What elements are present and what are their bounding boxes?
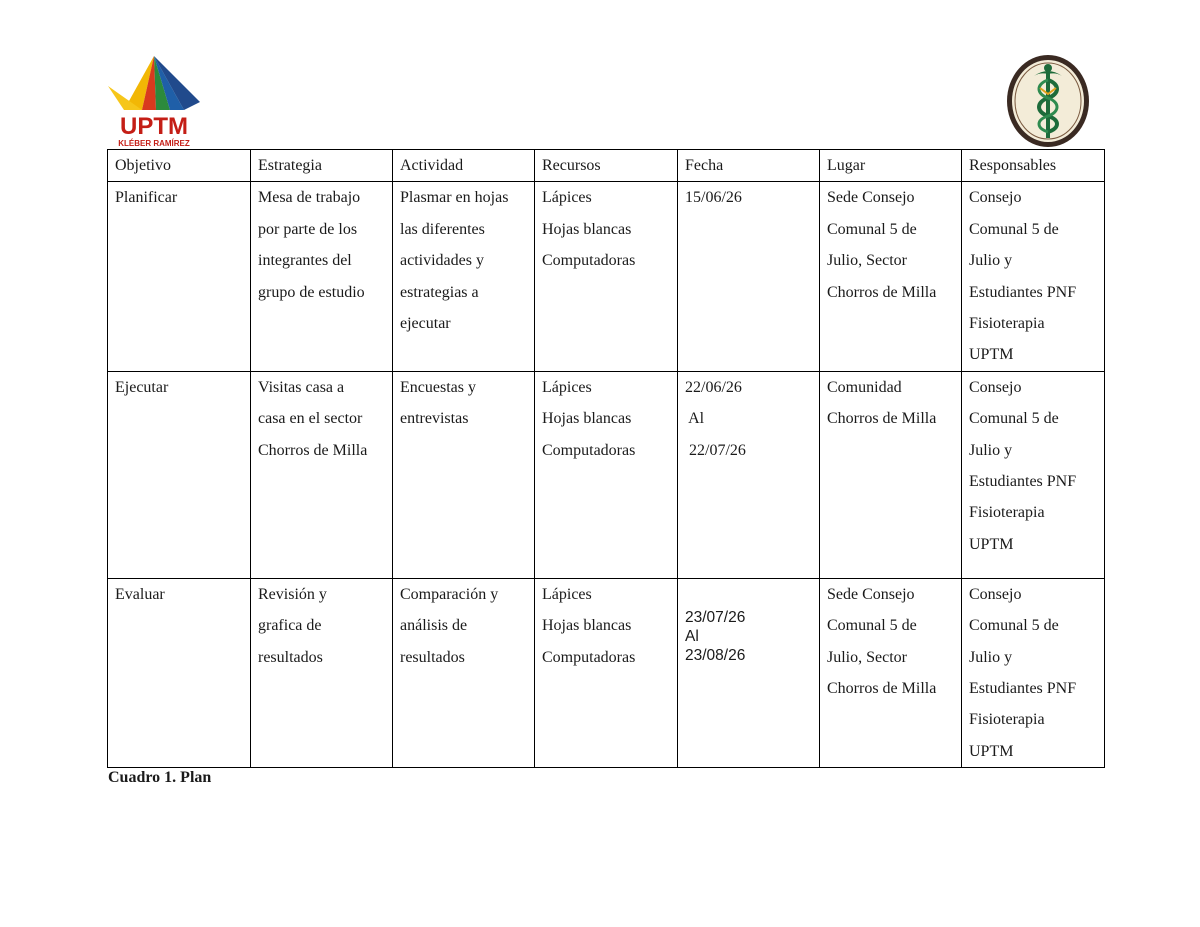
header-recursos: Recursos: [535, 150, 678, 182]
table-row: [108, 182, 1105, 371]
cell-responsables: [962, 578, 1105, 767]
cell-line: Evaluar: [115, 585, 165, 603]
cell-line: 22/07/26: [685, 441, 746, 459]
cell-line: Estudiantes PNF: [969, 283, 1077, 301]
svg-text:KLÉBER RAMÍREZ: KLÉBER RAMÍREZ: [118, 139, 190, 148]
cell-line: integrantes del: [258, 252, 352, 270]
cell-actividad: [393, 182, 535, 371]
cell-line: resultados: [258, 648, 323, 666]
cell-recursos: [535, 371, 678, 578]
cell-objetivo: [108, 371, 251, 578]
cell-line: Mesa de trabajo: [258, 189, 361, 207]
header-estrategia: Estrategia: [251, 150, 393, 182]
cell-line: Fisioterapia: [969, 504, 1045, 522]
cell-line: Chorros de Milla: [258, 441, 368, 459]
cell-line: casa en el sector: [258, 410, 363, 428]
cell-line: Computadoras: [542, 648, 636, 666]
table-header-row: [108, 150, 1105, 182]
cell-line: Hojas blancas: [542, 617, 632, 635]
cell-objetivo: [108, 182, 251, 371]
cell-fecha: [678, 371, 820, 578]
cell-line: Lápices: [542, 585, 592, 603]
header-objetivo: Objetivo: [108, 150, 251, 182]
cell-line: Lápices: [542, 189, 592, 207]
cell-line: resultados: [400, 648, 465, 666]
cell-line: UPTM: [969, 346, 1014, 364]
cell-responsables: [962, 182, 1105, 371]
cell-line: grupo de estudio: [258, 283, 365, 301]
cell-line: Comunal 5 de: [969, 220, 1059, 238]
cell-line: Al: [685, 627, 699, 645]
fecha-block: [685, 579, 819, 665]
cell-line: Revisión y: [258, 585, 327, 603]
cell-fecha: [678, 578, 820, 767]
cell-lugar: [820, 182, 962, 371]
cell-line: entrevistas: [400, 410, 469, 428]
header-lugar: Lugar: [820, 150, 962, 182]
cell-line: por parte de los: [258, 220, 358, 238]
cell-recursos: [535, 182, 678, 371]
cell-line: Julio y: [969, 441, 1013, 459]
header-fecha: Fecha: [678, 150, 820, 182]
cell-line: Fisioterapia: [969, 315, 1045, 333]
cell-line: actividades y: [400, 252, 484, 270]
cell-line: Chorros de Milla: [827, 410, 937, 428]
cell-line: Hojas blancas: [542, 220, 632, 238]
cell-line: Comunal 5 de: [969, 617, 1059, 635]
cell-estrategia: [251, 182, 393, 371]
cell-line: 23/08/26: [685, 646, 746, 664]
cell-line: 15/06/26: [685, 189, 742, 207]
cell-lugar: [820, 578, 962, 767]
cell-actividad: [393, 371, 535, 578]
cell-line: las diferentes: [400, 220, 485, 238]
cell-line: Al: [685, 410, 705, 428]
cell-line: ejecutar: [400, 315, 451, 333]
uptm-logo: [104, 52, 204, 148]
cell-line: Julio, Sector: [827, 648, 907, 666]
cell-line: Lápices: [542, 378, 592, 396]
cell-line: análisis de: [400, 617, 468, 635]
cell-lugar: [820, 371, 962, 578]
cell-line: Encuestas y: [400, 378, 476, 396]
table-row: [108, 578, 1105, 767]
cell-line: 23/07/26: [685, 608, 746, 626]
cell-fecha: [678, 182, 820, 371]
cell-line: Estudiantes PNF: [969, 473, 1077, 491]
cell-line: Estudiantes PNF: [969, 680, 1077, 698]
cell-line: Julio, Sector: [827, 252, 907, 270]
cell-line: Chorros de Milla: [827, 680, 937, 698]
cell-objetivo: [108, 578, 251, 767]
cell-line: grafica de: [258, 617, 322, 635]
svg-text:UPTM: UPTM: [120, 113, 188, 140]
cell-line: Consejo: [969, 189, 1022, 207]
cell-actividad: [393, 578, 535, 767]
cell-line: Sede Consejo: [827, 585, 915, 603]
cell-line: UPTM: [969, 535, 1014, 553]
cell-line: Comparación y: [400, 585, 499, 603]
cell-responsables: [962, 371, 1105, 578]
cell-line: estrategias a: [400, 283, 479, 301]
plan-table: [107, 149, 1105, 768]
cell-line: Consejo: [969, 585, 1022, 603]
cell-line: Julio y: [969, 252, 1013, 270]
cell-line: 22/06/26: [685, 378, 742, 396]
cell-line: Comunal 5 de: [969, 410, 1059, 428]
cell-line: Chorros de Milla: [827, 283, 937, 301]
cell-line: Fisioterapia: [969, 711, 1045, 729]
cell-line: Computadoras: [542, 252, 636, 270]
cell-line: Visitas casa a: [258, 378, 345, 396]
cell-line: UPTM: [969, 742, 1014, 760]
cell-line: Comunal 5 de: [827, 617, 917, 635]
cell-line: Hojas blancas: [542, 410, 632, 428]
header-responsables: Responsables: [962, 150, 1105, 182]
table-caption: Cuadro 1. Plan: [108, 769, 212, 786]
cell-estrategia: [251, 371, 393, 578]
cell-estrategia: [251, 578, 393, 767]
cell-line: Comunidad: [827, 378, 902, 396]
cell-line: Comunal 5 de: [827, 220, 917, 238]
cell-line: Plasmar en hojas: [400, 189, 509, 207]
cell-line: Ejecutar: [115, 378, 169, 396]
cell-line: Sede Consejo: [827, 189, 915, 207]
table-row: [108, 371, 1105, 578]
header-actividad: Actividad: [393, 150, 535, 182]
caduceus-emblem: [1004, 52, 1092, 150]
cell-line: Planificar: [115, 189, 178, 207]
cell-recursos: [535, 578, 678, 767]
cell-line: Computadoras: [542, 441, 636, 459]
cell-line: Julio y: [969, 648, 1013, 666]
cell-line: Consejo: [969, 378, 1022, 396]
